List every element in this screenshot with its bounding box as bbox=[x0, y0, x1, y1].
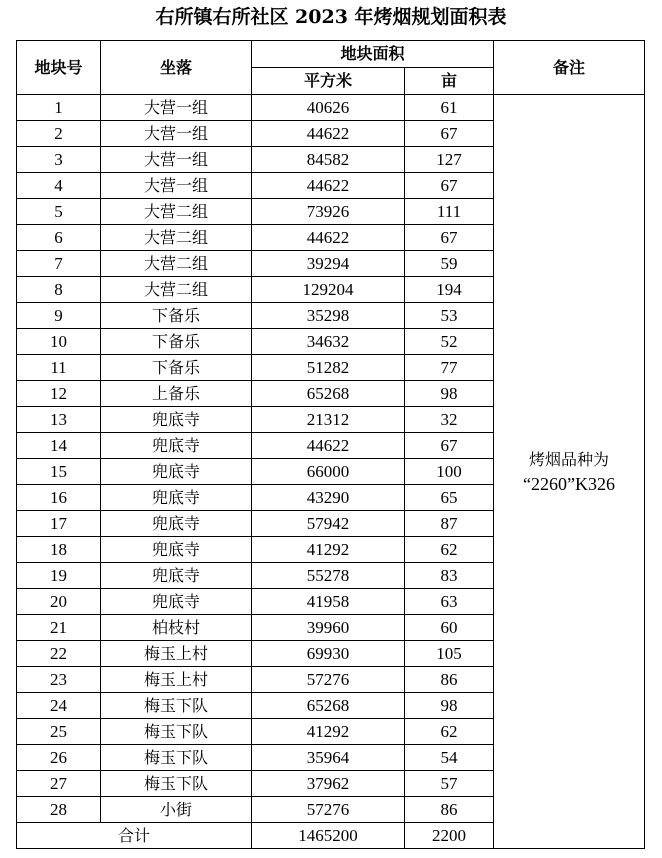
sqm-cell: 44622 bbox=[252, 225, 405, 251]
mu-cell: 62 bbox=[405, 537, 494, 563]
plot-number-cell: 1 bbox=[17, 95, 101, 121]
location-cell: 大营二组 bbox=[101, 277, 252, 303]
plot-number-cell: 18 bbox=[17, 537, 101, 563]
plot-number-cell: 20 bbox=[17, 589, 101, 615]
plot-number-cell: 8 bbox=[17, 277, 101, 303]
location-cell: 兜底寺 bbox=[101, 563, 252, 589]
mu-cell: 62 bbox=[405, 719, 494, 745]
mu-cell: 111 bbox=[405, 199, 494, 225]
location-cell: 小街 bbox=[101, 797, 252, 823]
mu-cell: 67 bbox=[405, 225, 494, 251]
mu-cell: 59 bbox=[405, 251, 494, 277]
mu-cell: 86 bbox=[405, 667, 494, 693]
mu-cell: 77 bbox=[405, 355, 494, 381]
sqm-cell: 34632 bbox=[252, 329, 405, 355]
total-label: 合计 bbox=[17, 823, 252, 849]
plot-number-cell: 19 bbox=[17, 563, 101, 589]
plot-number-cell: 5 bbox=[17, 199, 101, 225]
sqm-cell: 44622 bbox=[252, 173, 405, 199]
mu-cell: 105 bbox=[405, 641, 494, 667]
location-cell: 兜底寺 bbox=[101, 459, 252, 485]
mu-cell: 67 bbox=[405, 433, 494, 459]
note-cell bbox=[494, 95, 645, 849]
sqm-cell: 35298 bbox=[252, 303, 405, 329]
sqm-cell: 57942 bbox=[252, 511, 405, 537]
mu-cell: 100 bbox=[405, 459, 494, 485]
planting-area-table bbox=[16, 40, 645, 849]
mu-cell: 63 bbox=[405, 589, 494, 615]
sqm-cell: 41292 bbox=[252, 537, 405, 563]
location-cell: 上备乐 bbox=[101, 381, 252, 407]
mu-cell: 194 bbox=[405, 277, 494, 303]
plot-number-cell: 2 bbox=[17, 121, 101, 147]
location-cell: 兜底寺 bbox=[101, 537, 252, 563]
location-cell: 梅玉下队 bbox=[101, 693, 252, 719]
location-cell: 大营二组 bbox=[101, 225, 252, 251]
total-mu: 2200 bbox=[405, 823, 494, 849]
header-sqm: 平方米 bbox=[252, 68, 405, 95]
sqm-cell: 51282 bbox=[252, 355, 405, 381]
plot-number-cell: 11 bbox=[17, 355, 101, 381]
plot-number-cell: 15 bbox=[17, 459, 101, 485]
sqm-cell: 57276 bbox=[252, 667, 405, 693]
plot-number-cell: 14 bbox=[17, 433, 101, 459]
location-cell: 兜底寺 bbox=[101, 511, 252, 537]
mu-cell: 98 bbox=[405, 381, 494, 407]
mu-cell: 127 bbox=[405, 147, 494, 173]
location-cell: 梅玉下队 bbox=[101, 719, 252, 745]
sqm-cell: 65268 bbox=[252, 381, 405, 407]
table-row bbox=[17, 95, 645, 121]
plot-number-cell: 28 bbox=[17, 797, 101, 823]
plot-number-cell: 17 bbox=[17, 511, 101, 537]
sqm-cell: 40626 bbox=[252, 95, 405, 121]
location-cell: 大营一组 bbox=[101, 147, 252, 173]
location-cell: 兜底寺 bbox=[101, 407, 252, 433]
sqm-cell: 41292 bbox=[252, 719, 405, 745]
location-cell: 梅玉下队 bbox=[101, 745, 252, 771]
plot-number-cell: 10 bbox=[17, 329, 101, 355]
mu-cell: 98 bbox=[405, 693, 494, 719]
note-line-1: 烤烟品种为 bbox=[529, 449, 610, 469]
sqm-cell: 44622 bbox=[252, 121, 405, 147]
plot-number-cell: 25 bbox=[17, 719, 101, 745]
mu-cell: 52 bbox=[405, 329, 494, 355]
sqm-cell: 73926 bbox=[252, 199, 405, 225]
sqm-cell: 37962 bbox=[252, 771, 405, 797]
location-cell: 大营一组 bbox=[101, 95, 252, 121]
header-plot-no: 地块号 bbox=[17, 41, 101, 95]
plot-number-cell: 4 bbox=[17, 173, 101, 199]
mu-cell: 53 bbox=[405, 303, 494, 329]
mu-cell: 60 bbox=[405, 615, 494, 641]
sqm-cell: 21312 bbox=[252, 407, 405, 433]
sqm-cell: 66000 bbox=[252, 459, 405, 485]
plot-number-cell: 16 bbox=[17, 485, 101, 511]
plot-number-cell: 3 bbox=[17, 147, 101, 173]
location-cell: 柏枝村 bbox=[101, 615, 252, 641]
location-cell: 兜底寺 bbox=[101, 433, 252, 459]
mu-cell: 67 bbox=[405, 173, 494, 199]
mu-cell: 83 bbox=[405, 563, 494, 589]
plot-number-cell: 22 bbox=[17, 641, 101, 667]
header-area: 地块面积 bbox=[252, 41, 494, 68]
location-cell: 兜底寺 bbox=[101, 485, 252, 511]
header-row bbox=[17, 41, 645, 68]
mu-cell: 67 bbox=[405, 121, 494, 147]
mu-cell: 65 bbox=[405, 485, 494, 511]
location-cell: 梅玉上村 bbox=[101, 667, 252, 693]
sqm-cell: 69930 bbox=[252, 641, 405, 667]
sqm-cell: 55278 bbox=[252, 563, 405, 589]
plot-number-cell: 23 bbox=[17, 667, 101, 693]
sqm-cell: 84582 bbox=[252, 147, 405, 173]
plot-number-cell: 21 bbox=[17, 615, 101, 641]
page-title: 右所镇右所社区 2023 年烤烟规划面积表 bbox=[155, 6, 507, 28]
sqm-cell: 65268 bbox=[252, 693, 405, 719]
header-location: 坐落 bbox=[101, 41, 252, 95]
plot-number-cell: 12 bbox=[17, 381, 101, 407]
location-cell: 下备乐 bbox=[101, 355, 252, 381]
location-cell: 大营二组 bbox=[101, 251, 252, 277]
header-mu: 亩 bbox=[405, 68, 494, 95]
plot-number-cell: 26 bbox=[17, 745, 101, 771]
plot-number-cell: 27 bbox=[17, 771, 101, 797]
sqm-cell: 39960 bbox=[252, 615, 405, 641]
plot-number-cell: 24 bbox=[17, 693, 101, 719]
mu-cell: 32 bbox=[405, 407, 494, 433]
sqm-cell: 39294 bbox=[252, 251, 405, 277]
plot-number-cell: 6 bbox=[17, 225, 101, 251]
note-line-2: “2260”K326 bbox=[523, 473, 615, 494]
plot-number-cell: 7 bbox=[17, 251, 101, 277]
total-sqm: 1465200 bbox=[252, 823, 405, 849]
sqm-cell: 57276 bbox=[252, 797, 405, 823]
mu-cell: 61 bbox=[405, 95, 494, 121]
table-body bbox=[17, 41, 645, 849]
sqm-cell: 35964 bbox=[252, 745, 405, 771]
sqm-cell: 44622 bbox=[252, 433, 405, 459]
mu-cell: 86 bbox=[405, 797, 494, 823]
location-cell: 下备乐 bbox=[101, 329, 252, 355]
location-cell: 大营二组 bbox=[101, 199, 252, 225]
sqm-cell: 43290 bbox=[252, 485, 405, 511]
header-note: 备注 bbox=[494, 41, 645, 95]
location-cell: 下备乐 bbox=[101, 303, 252, 329]
location-cell: 大营一组 bbox=[101, 121, 252, 147]
location-cell: 大营一组 bbox=[101, 173, 252, 199]
mu-cell: 57 bbox=[405, 771, 494, 797]
location-cell: 兜底寺 bbox=[101, 589, 252, 615]
mu-cell: 54 bbox=[405, 745, 494, 771]
location-cell: 梅玉上村 bbox=[101, 641, 252, 667]
mu-cell: 87 bbox=[405, 511, 494, 537]
sqm-cell: 129204 bbox=[252, 277, 405, 303]
plot-number-cell: 9 bbox=[17, 303, 101, 329]
plot-number-cell: 13 bbox=[17, 407, 101, 433]
sqm-cell: 41958 bbox=[252, 589, 405, 615]
location-cell: 梅玉下队 bbox=[101, 771, 252, 797]
